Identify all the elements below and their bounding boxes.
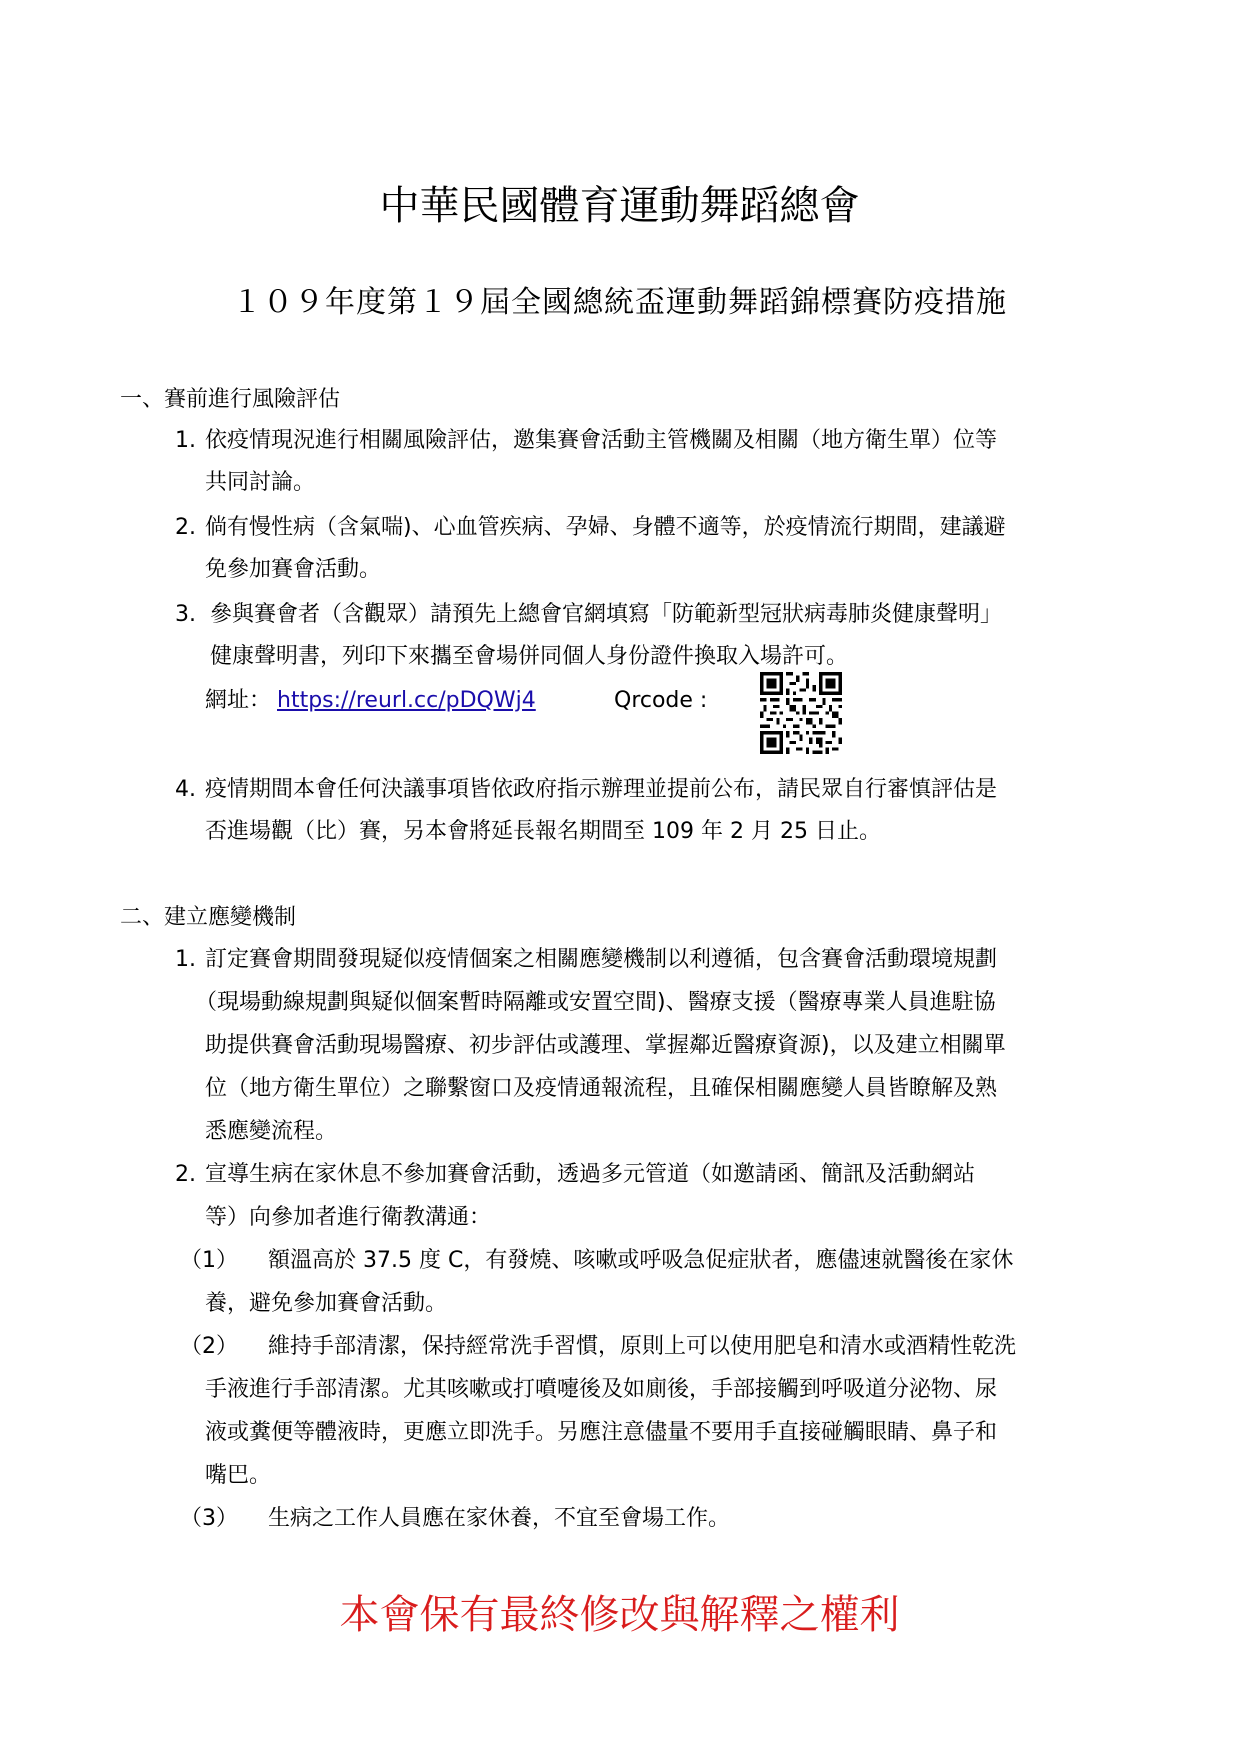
health-declaration-link[interactable]: https://reurl.cc/pDQWj4	[277, 688, 536, 713]
section1-item4-line2: 否進場觀（比）賽，另本會將延長報名期間至 109 年 2 月 25 日止。	[205, 819, 881, 844]
rights-reserved-notice: 本會保有最終修改與解釋之權利	[339, 1592, 900, 1638]
section2-item2-number: 2.	[175, 1162, 196, 1187]
section2-sub1-line2: 養，避免參加賽會活動。	[205, 1291, 448, 1316]
section1-item1-number: 1.	[175, 428, 196, 453]
section1-item3-line2: 健康聲明書，列印下來攜至會場併同個人身份證件換取入場許可。	[210, 644, 849, 669]
section2-sub2-line4: 嘴巴。	[205, 1463, 272, 1488]
section2-item2-line2: 等）向參加者進行衛教溝通：	[205, 1205, 492, 1230]
document-title: 中華民國體育運動舞蹈總會	[379, 183, 860, 229]
section1-heading: 一、賽前進行風險評估	[120, 387, 341, 412]
section2-item1-line1: 訂定賽會期間發現疑似疫情個案之相關應變機制以利遵循，包含賽會活動環境規劃	[205, 947, 998, 972]
section2-item1-line5: 悉應變流程。	[205, 1119, 338, 1144]
section2-sub3-line1: 生病之工作人員應在家休養，不宜至會場工作。	[268, 1506, 731, 1531]
section2-sub2-line1: 維持手部清潔，保持經常洗手習慣，原則上可以使用肥皂和清水或酒精性乾洗	[268, 1334, 1017, 1359]
section1-item1-line2: 共同討論。	[205, 470, 316, 495]
qrcode-image	[760, 672, 842, 754]
section2-sub1-number: （1）	[180, 1248, 238, 1273]
section2-item1-line4: 位（地方衛生單位）之聯繫窗口及疫情通報流程，且確保相關應變人員皆瞭解及熟	[205, 1076, 998, 1101]
document-subtitle: １０９年度第１９屆全國總統盃運動舞蹈錦標賽防疫措施	[232, 285, 1007, 320]
section1-item3-line1: 參與賽會者（含觀眾）請預先上總會官網填寫「防範新型冠狀病毒肺炎健康聲明」	[210, 602, 1003, 627]
section2-sub2-line2: 手液進行手部清潔。尤其咳嗽或打噴嚏後及如廁後，手部接觸到呼吸道分泌物、尿	[205, 1377, 998, 1402]
section1-item1-line1: 依疫情現況進行相關風險評估，邀集賽會活動主管機關及相關（地方衛生單）位等	[205, 428, 998, 453]
section2-sub2-line3: 液或糞便等體液時，更應立即洗手。另應注意儘量不要用手直接碰觸眼睛、鼻子和	[205, 1420, 998, 1445]
section1-item2-number: 2.	[175, 515, 196, 540]
section1-item2-line1: 倘有慢性病（含氣喘)、心血管疾病、孕婦、身體不適等，於疫情流行期間，建議避	[205, 515, 1006, 540]
section1-url-label: 網址：	[205, 688, 272, 713]
section2-item2-line1: 宣導生病在家休息不參加賽會活動，透過多元管道（如邀請函、簡訊及活動網站	[205, 1162, 976, 1187]
section2-heading: 二、建立應變機制	[120, 905, 297, 930]
section1-item4-number: 4.	[175, 777, 196, 802]
section2-item1-number: 1.	[175, 947, 196, 972]
section1-item3-number: 3.	[175, 602, 196, 627]
section2-sub1-line1: 額溫高於 37.5 度 C，有發燒、咳嗽或呼吸急促症狀者，應儘速就醫後在家休	[268, 1248, 1014, 1273]
section2-sub3-number: （3）	[180, 1506, 238, 1531]
qrcode-label: Qrcode :	[614, 688, 708, 713]
section2-sub2-number: （2）	[180, 1334, 238, 1359]
section1-item4-line1: 疫情期間本會任何決議事項皆依政府指示辦理並提前公布，請民眾自行審慎評估是	[205, 777, 998, 802]
section2-item1-line2: （現場動線規劃與疑似個案暫時隔離或安置空間)、醫療支援（醫療專業人員進駐協	[195, 990, 996, 1015]
section1-item2-line2: 免參加賽會活動。	[205, 557, 382, 582]
section2-item1-line3: 助提供賽會活動現場醫療、初步評估或護理、掌握鄰近醫療資源)，以及建立相關單	[205, 1033, 1006, 1058]
